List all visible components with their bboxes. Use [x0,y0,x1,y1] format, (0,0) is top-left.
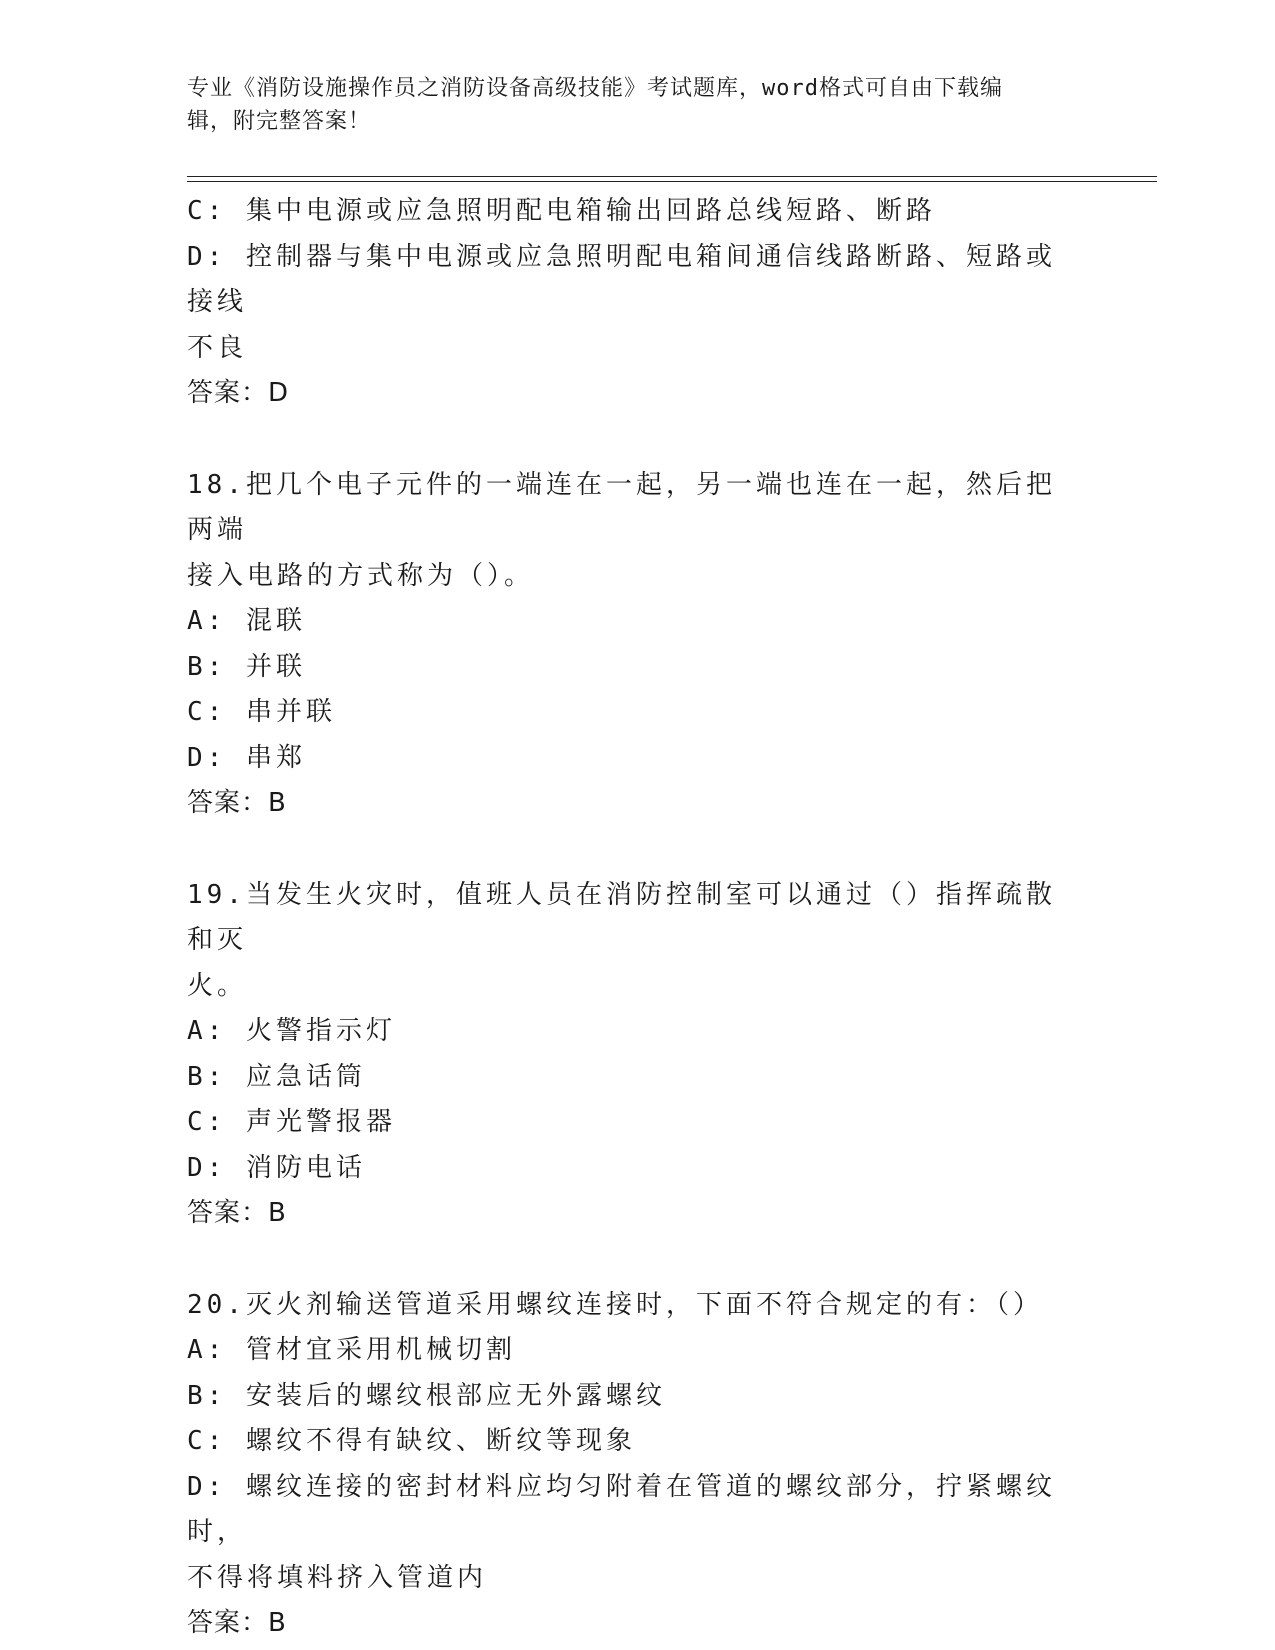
question-stem-continued: 接入电路的方式称为（）。 [187,560,535,591]
spacer [187,827,1072,873]
question-list [187,189,1072,1647]
option-b: B: 应急话筒 [187,1061,366,1092]
option-a: A: 火警指示灯 [187,1016,396,1046]
question-stem: 18.把几个电子元件的一端连在一起，另一端也连在一起，然后把两端 [187,469,1056,545]
spacer [187,1237,1072,1283]
option-d: D: 串郑 [187,742,306,773]
question-19 [187,873,1072,1237]
header-divider-top [187,176,1157,177]
question-18 [187,463,1072,827]
header-divider-bottom [187,181,1157,182]
option-d-continued: 不得将填料挤入管道内 [187,1562,488,1593]
answer: 答案：B [187,1198,287,1228]
header-line-2: 辑，附完整答案！ [187,109,372,134]
option-b: B: 并联 [187,651,306,682]
option-c: C: 集中电源或应急照明配电箱输出回路总线短路、断路 [187,196,936,226]
option-a: A: 混联 [187,606,306,636]
option-d: D: 螺纹连接的密封材料应均匀附着在管道的螺纹部分，拧紧螺纹时， [187,1471,1056,1547]
answer: 答案：B [187,1608,287,1638]
question-stem-continued: 火。 [187,970,248,1001]
answer: 答案：B [187,788,287,818]
option-d: D: 控制器与集中电源或应急照明配电箱间通信线路断路、短路或接线 [187,241,1056,317]
option-c: C: 声光警报器 [187,1107,396,1137]
question-20 [187,1283,1072,1647]
header-line-1: 专业《消防设施操作员之消防设备高级技能》考试题库，word格式可自由下载编 [187,76,1003,101]
answer: 答案：D [187,378,290,408]
option-c: C: 螺纹不得有缺纹、断纹等现象 [187,1426,636,1456]
option-a: A: 管材宜采用机械切割 [187,1335,516,1365]
question-stem: 20.灭火剂输送管道采用螺纹连接时，下面不符合规定的有：（） [187,1289,1043,1320]
document-header [187,72,1067,138]
question-stem: 19.当发生火灾时，值班人员在消防控制室可以通过（）指挥疏散和灭 [187,879,1056,955]
option-d: D: 消防电话 [187,1152,366,1183]
option-c: C: 串并联 [187,697,336,727]
question-17-tail [187,189,1072,417]
spacer [187,417,1072,463]
option-d-continued: 不良 [187,332,248,363]
option-b: B: 安装后的螺纹根部应无外露螺纹 [187,1380,666,1411]
